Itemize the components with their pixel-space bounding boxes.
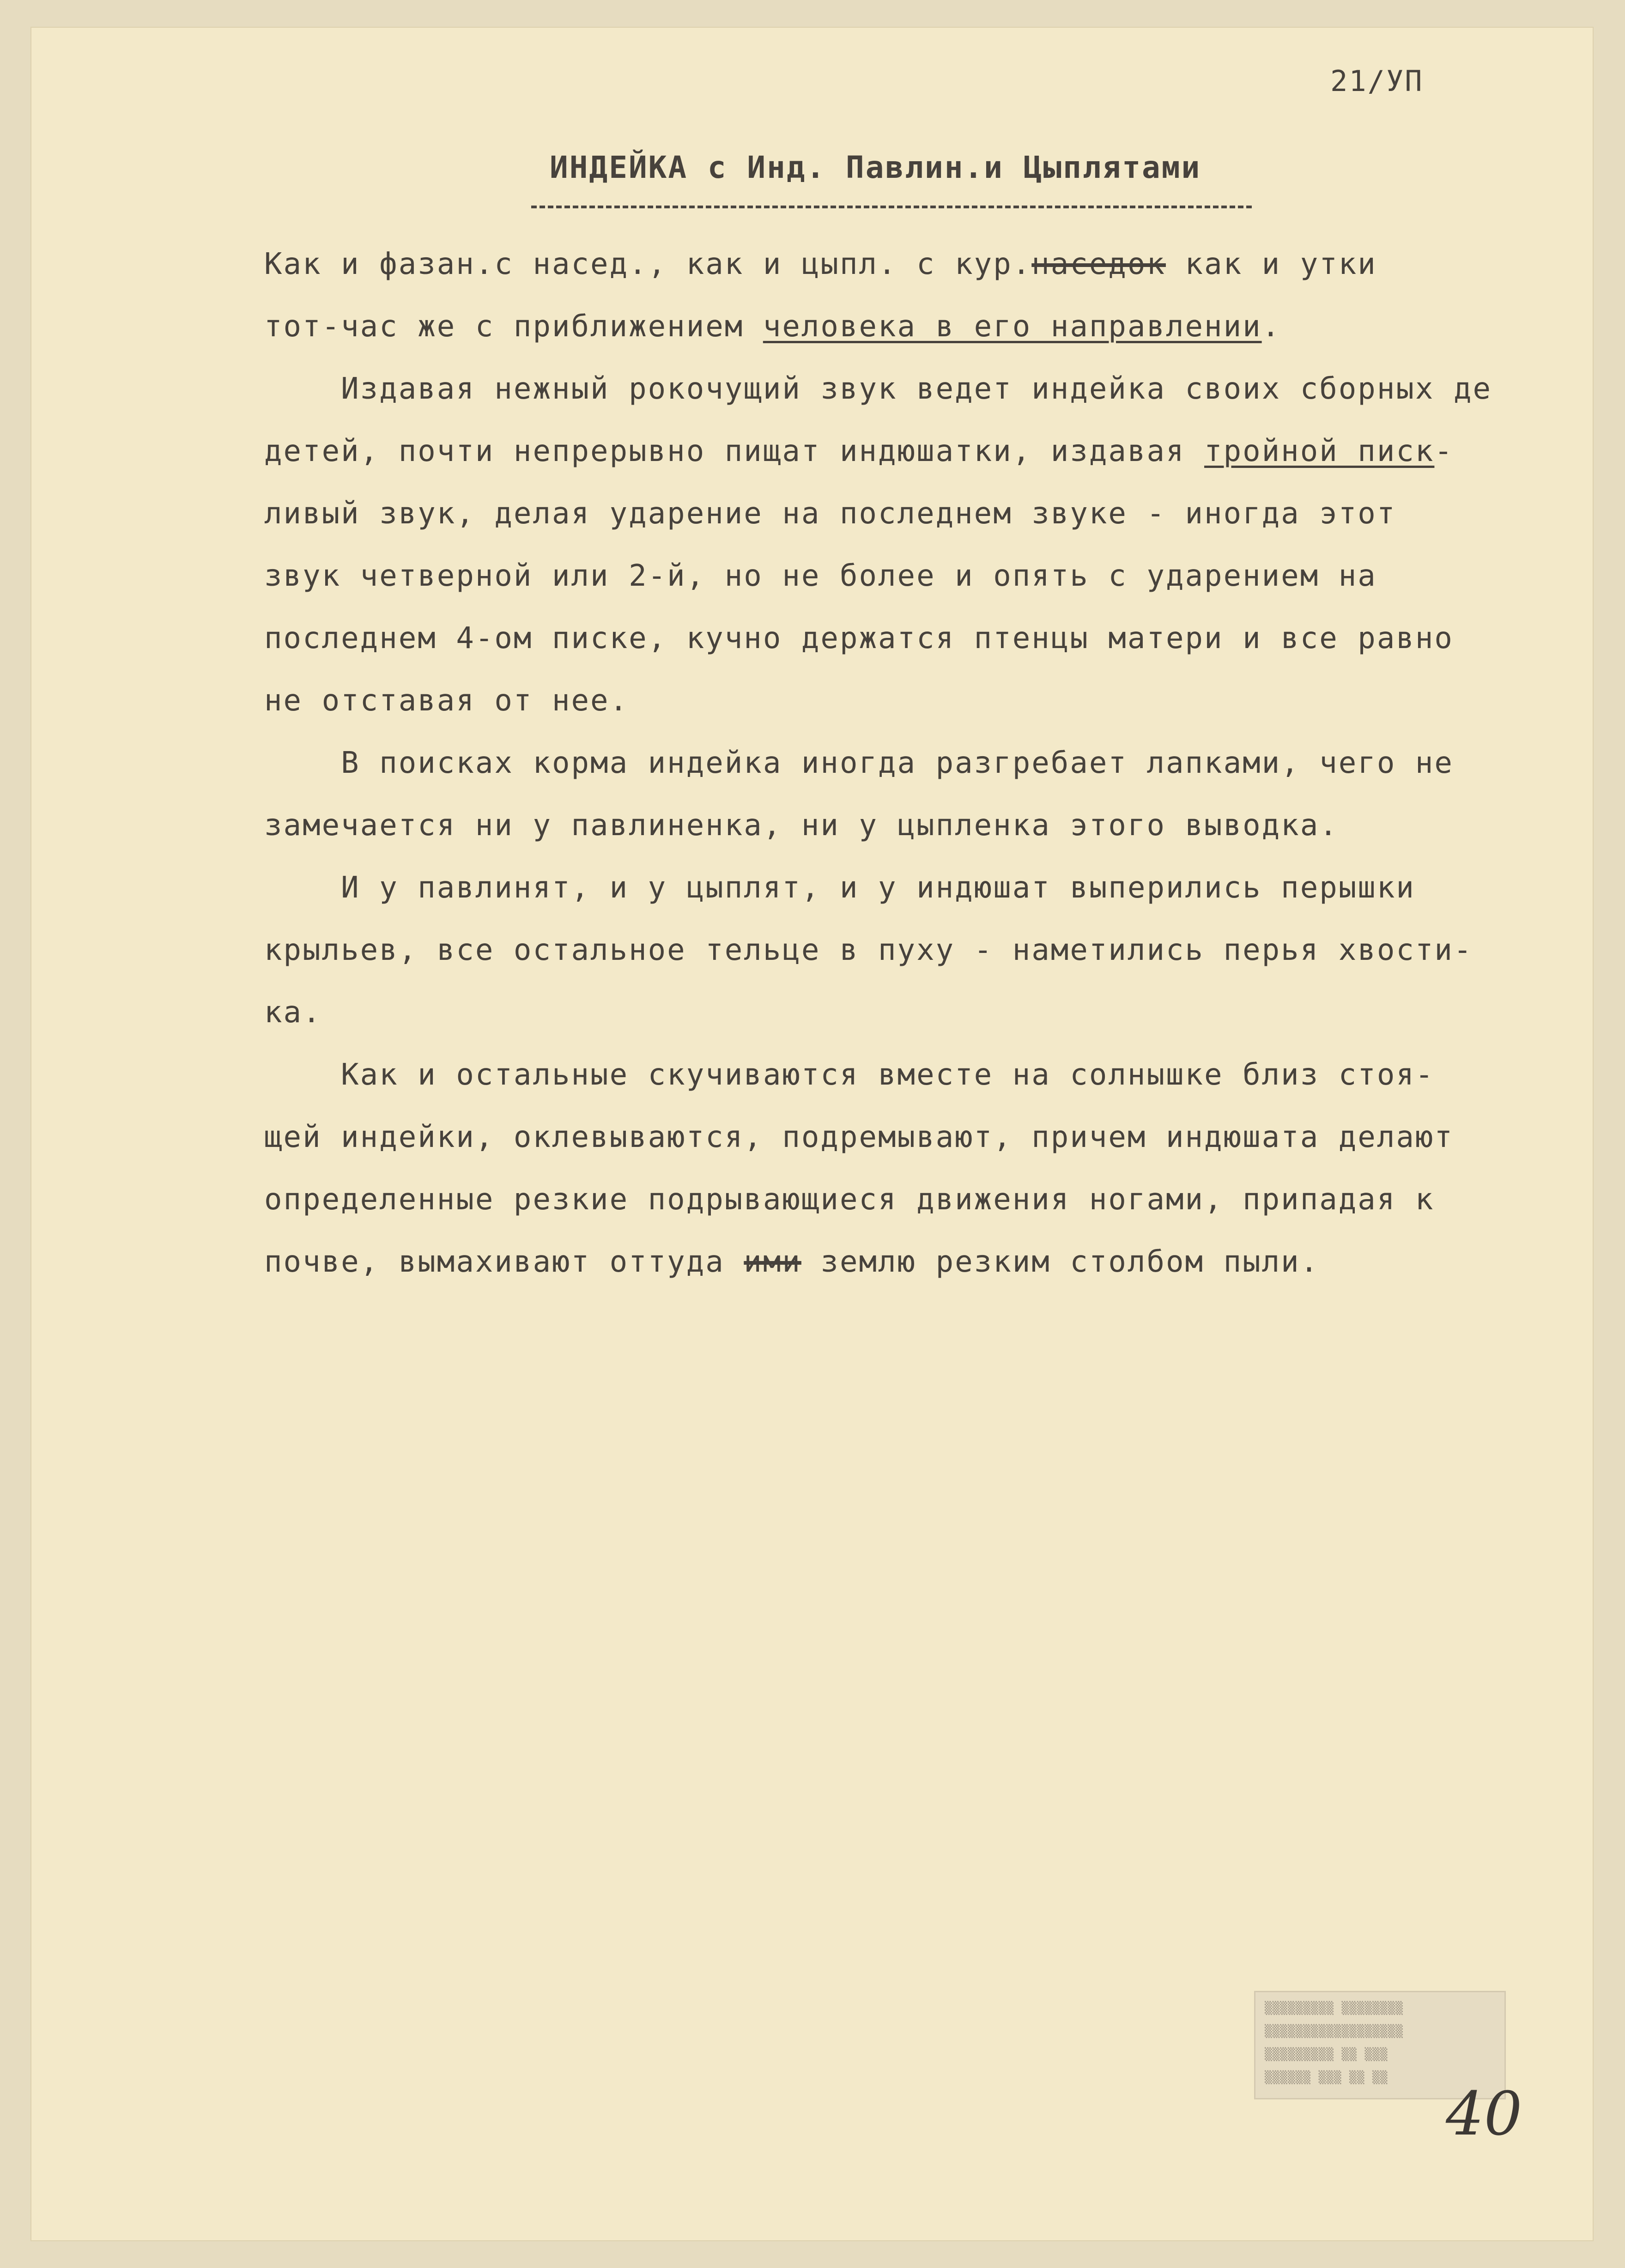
body-line-text: землю резким столбом пыли. <box>801 1245 1320 1279</box>
struck-out-word: ими <box>744 1245 801 1279</box>
body-line <box>264 434 1454 468</box>
body-line <box>264 497 1396 531</box>
body-line-text: крыльев, все остальное тельце в пуху - наметились перья хвости- <box>264 933 1473 967</box>
body-line-text: почве, вымахивают оттуда <box>264 1245 744 1279</box>
body-line <box>264 808 1339 843</box>
body-line <box>264 1183 1435 1217</box>
body-line <box>264 1060 1434 1090</box>
page-number: 21/УП <box>1330 64 1424 98</box>
stamp-line: ▒▒▒▒▒▒▒▒▒▒▒▒▒▒▒▒▒▒ <box>1265 2025 1403 2038</box>
body-line-text: Издавая нежный рокочущий звук ведет индейка своих сборных де <box>264 372 1492 406</box>
body-line-text: . <box>1261 309 1281 344</box>
body-line <box>264 1122 1454 1152</box>
body-line-text: Как и остальные скучиваются вместе на солнышке близ стоя- <box>264 1058 1435 1092</box>
body-line-text: ка. <box>264 995 322 1030</box>
stamp-line: ▒▒▒▒▒▒▒▒▒ ▒▒▒▒▒▒▒▒ <box>1265 2001 1403 2015</box>
body-line <box>264 561 1377 591</box>
body-line <box>264 1247 1319 1277</box>
body-line <box>264 935 1473 965</box>
body-line-text: детей, почти непрерывно пищат индюшатки, издавая <box>264 434 1205 468</box>
body-line <box>264 748 1454 778</box>
body-line-text: замечается ни у павлиненка, ни у цыпленка этого выводка. <box>264 808 1339 843</box>
body-line-text: последнем 4-ом писке, кучно держатся птенцы матери и все равно <box>264 621 1454 655</box>
stamp-line: ▒▒▒▒▒▒ ▒▒▒ ▒▒ ▒▒ <box>1265 2071 1388 2085</box>
body-line <box>264 621 1454 655</box>
stamp-line: ▒▒▒▒▒▒▒▒▒ ▒▒ ▒▒▒ <box>1265 2048 1388 2062</box>
body-line <box>264 873 1415 903</box>
document-title: ИНДЕЙКА с Инд. Павлин.и Цыплятами <box>550 150 1201 185</box>
body-line-text: определенные резкие подрывающиеся движения ногами, припадая к <box>264 1183 1435 1217</box>
underlined-phrase: тройной писк <box>1204 434 1435 468</box>
body-line-text: тот-час же с приближением <box>264 309 763 344</box>
body-line-text: щей индейки, оклевываются, подремывают, причем индюшата делают <box>264 1120 1454 1154</box>
body-line-text: не отставая от нее. <box>264 684 629 718</box>
body-line-text: В поисках корма индейка иногда разгребает лапками, чего не <box>264 746 1454 780</box>
struck-out-word: наседок <box>1031 247 1166 281</box>
body-line <box>264 249 1377 279</box>
body-line-text: звук четверной или 2-й, но не более и опять с ударением на <box>264 559 1377 593</box>
body-line-text: как и утки <box>1165 247 1377 281</box>
body-line-text: И у павлинят, и у цыплят, и у индюшат выперились перышки <box>264 871 1415 905</box>
underlined-phrase: человека в его направлении <box>763 309 1262 344</box>
body-line <box>264 686 629 716</box>
body-line-text: ливый звук, делая ударение на последнем звуке - иногда этот <box>264 497 1396 531</box>
body-line <box>264 995 322 1030</box>
body-line <box>264 374 1492 404</box>
body-line-text: - <box>1434 434 1454 468</box>
body-line-text: Как и фазан.с насед., как и цыпл. с кур. <box>264 247 1032 281</box>
body-line <box>264 309 1281 344</box>
title-underline-rule <box>531 206 1252 208</box>
folio-number: 40 <box>1446 2079 1522 2149</box>
